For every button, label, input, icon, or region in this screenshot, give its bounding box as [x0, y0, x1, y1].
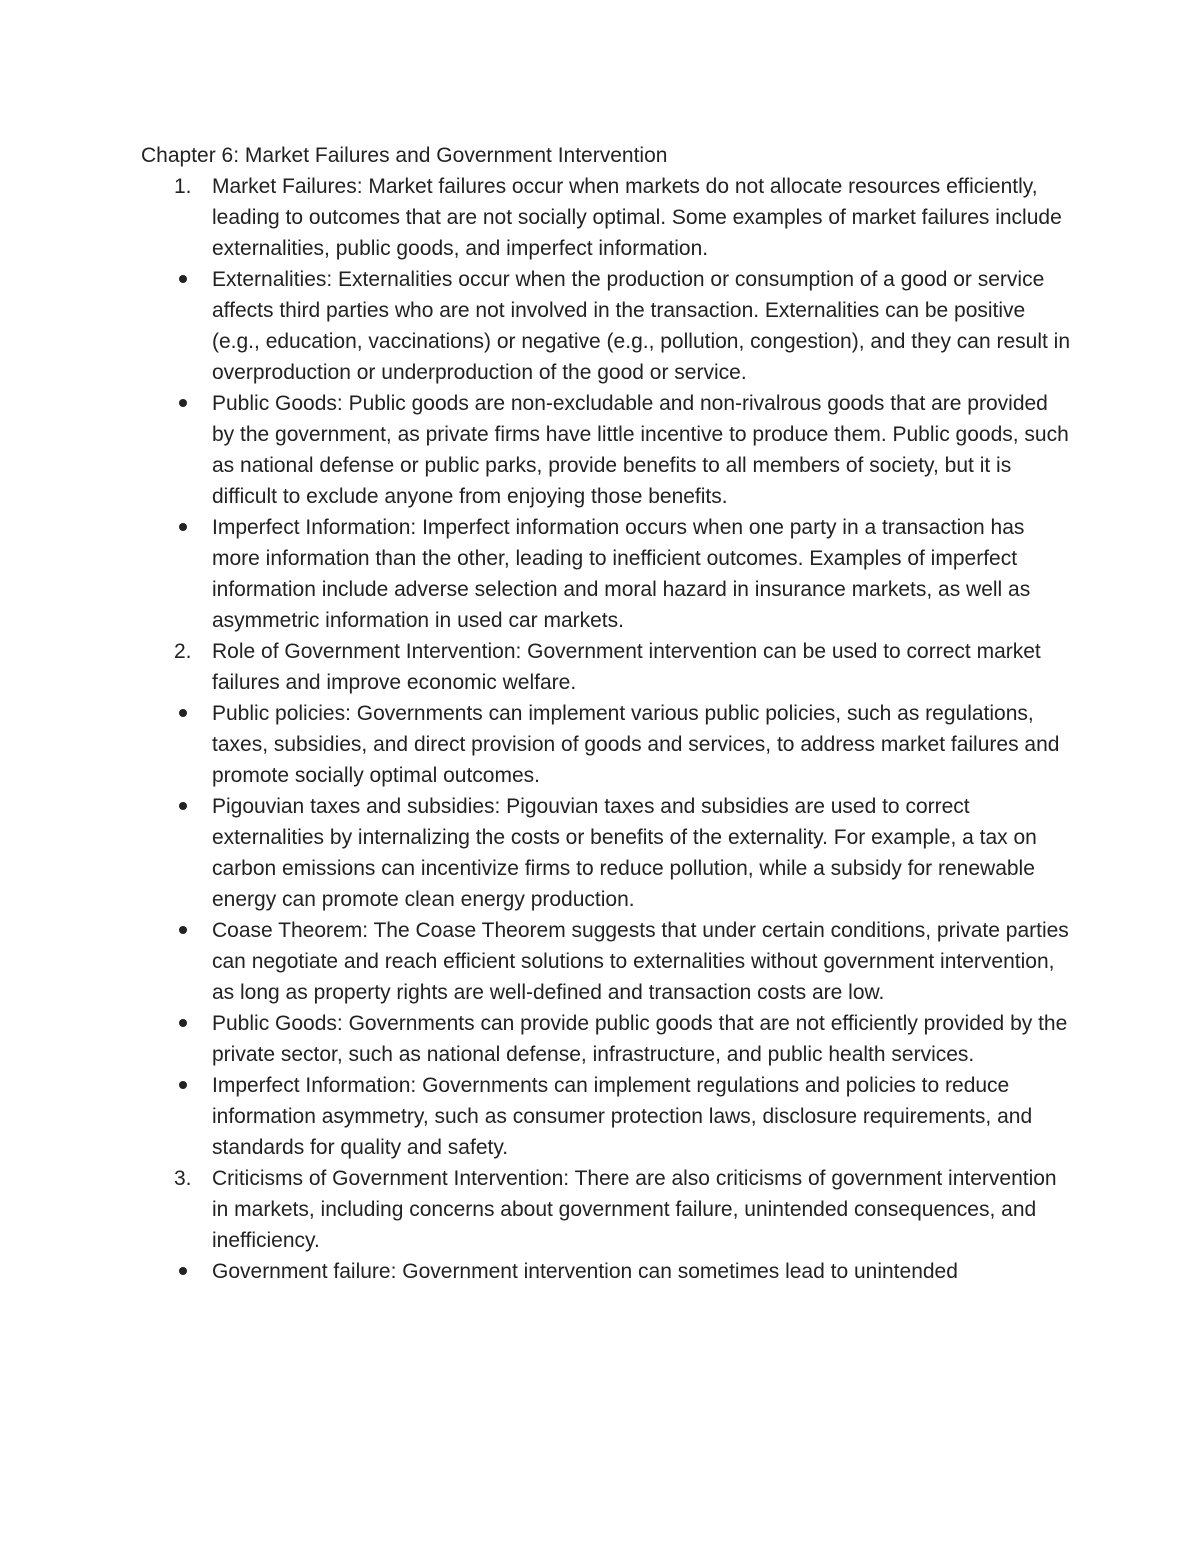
bullet-icon — [179, 523, 187, 531]
numbered-item — [141, 1163, 1071, 1256]
item-text: Externalities: Externalities occur when the production or consumption of a good or service affects third parties who are not involved in the transaction. Externalities can be positive (e.g., education, vaccinations) or negative (e.g., pollution, congestion), and they can result in overproduction or underproduction of the good or service. — [212, 268, 1071, 384]
bullet-item — [141, 1256, 1071, 1287]
item-text: Public policies: Governments can implement various public policies, such as regulations, taxes, subsidies, and direct provision of goods and services, to address market failures and promote socially optimal outcomes. — [212, 702, 1060, 787]
item-text: Public Goods: Governments can provide public goods that are not efficiently provided by the private sector, such as national defense, infrastructure, and public health services. — [212, 1012, 1068, 1066]
bullet-icon — [179, 1267, 187, 1275]
item-text: Role of Government Intervention: Government intervention can be used to correct market failures and improve economic welfare. — [212, 640, 1041, 694]
item-number: 3. — [174, 1167, 192, 1190]
bullet-icon — [179, 1019, 187, 1027]
bullet-icon — [179, 1081, 187, 1089]
item-text: Market Failures: Market failures occur when markets do not allocate resources efficiently, leading to outcomes that are not socially optimal. Some examples of market failures include externalities, public goods, and imperfect information. — [212, 175, 1062, 260]
item-text: Imperfect Information: Governments can implement regulations and policies to reduce information asymmetry, such as consumer protection laws, disclosure requirements, and standards for quality and safety. — [212, 1074, 1033, 1159]
bullet-item — [141, 915, 1071, 1008]
bullet-item — [141, 512, 1071, 636]
bullet-icon — [179, 802, 187, 810]
bullet-icon — [179, 399, 187, 407]
bullet-item — [141, 1070, 1071, 1163]
bullet-item — [141, 388, 1071, 512]
chapter-title: Chapter 6: Market Failures and Government Intervention — [141, 144, 668, 167]
document-page — [141, 140, 1071, 1287]
bullet-icon — [179, 709, 187, 717]
bullet-item — [141, 1008, 1071, 1070]
bullet-icon — [179, 275, 187, 283]
item-text: Criticisms of Government Intervention: There are also criticisms of government intervention in markets, including concerns about government failure, unintended consequences, and inefficiency. — [212, 1167, 1057, 1252]
numbered-item — [141, 171, 1071, 264]
item-text: Coase Theorem: The Coase Theorem suggests that under certain conditions, private parties can negotiate and reach efficient solutions to externalities without government intervention, as long as property rights are well-defined and transaction costs are low. — [212, 919, 1069, 1004]
item-text: Public Goods: Public goods are non-excludable and non-rivalrous goods that are provided by the government, as private firms have little incentive to produce them. Public goods, such as national defense or public parks, provide benefits to all members of society, but it is difficult to exclude anyone from enjoying those benefits. — [212, 392, 1069, 508]
numbered-item — [141, 636, 1071, 698]
bullet-item — [141, 791, 1071, 915]
item-text: Imperfect Information: Imperfect information occurs when one party in a transaction has more information than the other, leading to inefficient outcomes. Examples of imperfect information include adverse selection and moral hazard in insurance markets, as well as asymmetric information in used car markets. — [212, 516, 1031, 632]
content-list — [141, 171, 1071, 1287]
item-text: Pigouvian taxes and subsidies: Pigouvian taxes and subsidies are used to correct externalities by internalizing the costs or benefits of the externality. For example, a tax on carbon emissions can incentivize firms to reduce pollution, while a subsidy for renewable energy can promote clean energy production. — [212, 795, 1037, 911]
bullet-icon — [179, 926, 187, 934]
item-text: Government failure: Government intervention can sometimes lead to unintended — [212, 1260, 958, 1283]
item-number: 1. — [174, 175, 192, 198]
bullet-item — [141, 264, 1071, 388]
item-number: 2. — [174, 640, 192, 663]
bullet-item — [141, 698, 1071, 791]
